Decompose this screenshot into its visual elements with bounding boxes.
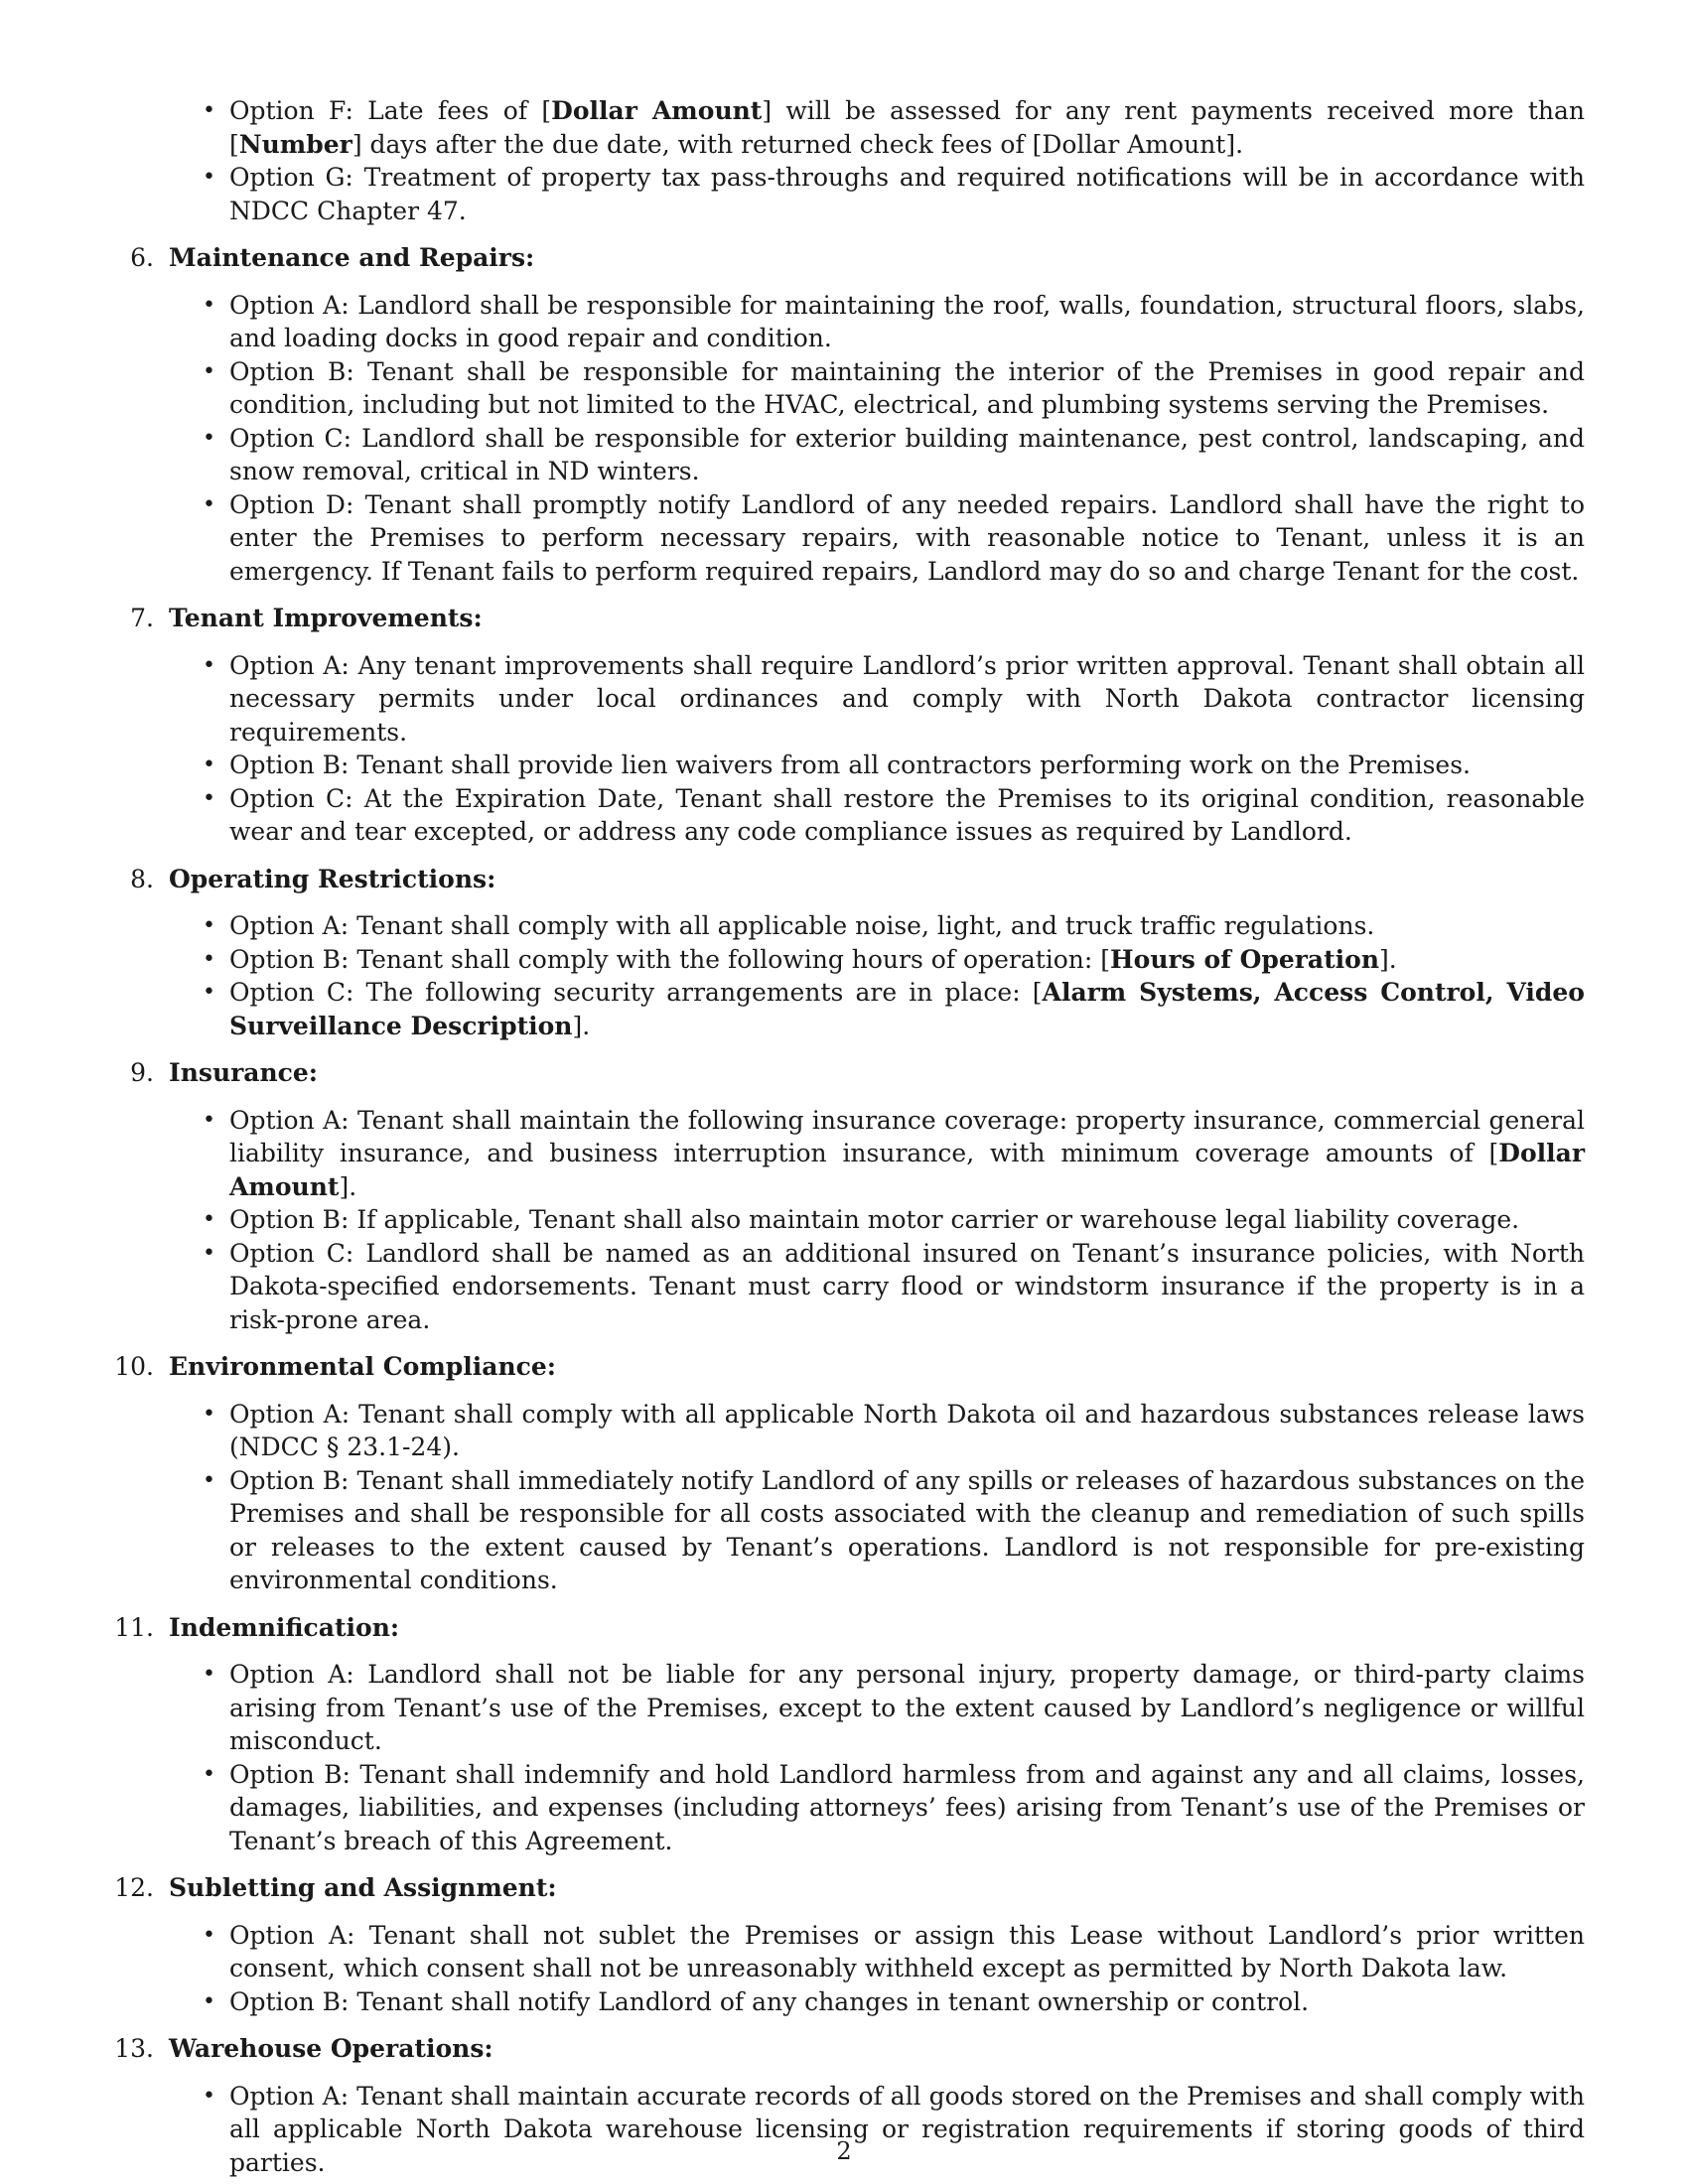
option-text: Option A: Tenant shall comply with all applicable noise, light, and truck traffic regulations. — [229, 911, 1375, 940]
bullet-icon: • — [203, 1988, 215, 2014]
lease-section — [0, 863, 1688, 1043]
section-options-list — [0, 909, 1688, 1042]
bullet-icon: • — [203, 913, 215, 938]
option-item — [0, 161, 1688, 227]
document-page — [0, 94, 1688, 2179]
option-item — [0, 1658, 1688, 1758]
option-text: Option A: Tenant shall maintain the following insurance coverage: property insurance, commercial general liability insurance, and business interruption insurance, with minimum coverage amounts of [ — [229, 1105, 1585, 1167]
section-number: 9. — [130, 1058, 154, 1087]
lease-section — [0, 241, 1688, 588]
option-item — [0, 94, 1688, 161]
section-title: Environmental Compliance: — [169, 1352, 556, 1381]
lease-section — [0, 602, 1688, 849]
bullet-icon: • — [203, 1240, 215, 1266]
option-text: Option B: Tenant shall notify Landlord of any changes in tenant ownership or control. — [229, 1986, 1310, 2016]
page-number: 2 — [836, 2137, 852, 2165]
option-text: Option B: Tenant shall comply with the following hours of operation: [ — [229, 944, 1111, 974]
bullet-icon: • — [203, 425, 215, 451]
bullet-icon: • — [203, 165, 215, 190]
section-options-list — [0, 1658, 1688, 1857]
option-item — [0, 649, 1688, 750]
bullet-icon: • — [203, 2083, 215, 2109]
section-options-list — [0, 1104, 1688, 1337]
option-item — [0, 976, 1688, 1042]
option-text: Option B: If applicable, Tenant shall also maintain motor carrier or warehouse legal liability coverage. — [229, 1205, 1520, 1234]
option-item — [0, 355, 1688, 422]
option-item — [0, 422, 1688, 488]
bullet-icon: • — [203, 491, 215, 517]
bullet-icon: • — [203, 1467, 215, 1493]
option-text: Option B: Tenant shall be responsible for maintaining the interior of the Premises in good repair and condition, including but not limited to the HVAC, electrical, and plumbing systems serving the Premises. — [229, 356, 1585, 419]
option-item — [0, 1203, 1688, 1237]
option-item — [0, 1398, 1688, 1464]
lease-section — [0, 1871, 1688, 2018]
option-item — [0, 1464, 1688, 1597]
bullet-icon: • — [203, 1922, 215, 1948]
bullet-icon: • — [203, 1662, 215, 1687]
section-options-list — [0, 1919, 1688, 2019]
option-text: Option C: At the Expiration Date, Tenant shall restore the Premises to its original condition, reasonable wear and tear excepted, or address any code compliance issues as required by Landlord. — [229, 783, 1585, 846]
section-title: Warehouse Operations: — [169, 2034, 493, 2063]
bullet-icon: • — [203, 946, 215, 972]
section-options-list — [0, 289, 1688, 589]
option-item — [0, 488, 1688, 589]
placeholder-field: Dollar Amount — [229, 1139, 1585, 1201]
option-text: Option B: Tenant shall indemnify and hold Landlord harmless from and against any and all claims, losses, damages, liabilities, and expenses (including attorneys’ fees) arising from Tenant’s use of the Premises or Tenant’s breach of this Agreement. — [229, 1759, 1585, 1855]
placeholder-field: Dollar Amount — [551, 96, 763, 125]
section-number: 8. — [130, 864, 154, 893]
bullet-icon: • — [203, 1761, 215, 1787]
section-title: Operating Restrictions: — [169, 864, 496, 893]
option-text: Option A: Tenant shall maintain accurate records of all goods stored on the Premises and shall comply with all applicable North Dakota warehouse licensing or registration requirements if storing goods of third parties. — [229, 2081, 1585, 2177]
option-text: Option D: Tenant shall promptly notify Landlord of any needed repairs. Landlord shall have the right to enter the Premises to perform necessary repairs, with reasonable notice to Tenant, unless it is an emergency. If Tenant fails to perform required repairs, Landlord may do so and charge Tenant for the cost. — [229, 489, 1585, 586]
bullet-icon: • — [203, 358, 215, 384]
option-text: Option A: Landlord shall not be liable for any personal injury, property damage, or third-party claims arising from Tenant’s use of the Premises, except to the extent caused by Landlord’s negligence or willful misconduct. — [229, 1660, 1585, 1755]
section-number: 11. — [114, 1612, 154, 1642]
bullet-icon: • — [203, 98, 215, 123]
section-options-list — [0, 1398, 1688, 1597]
section-title: Subletting and Assignment: — [169, 1873, 557, 1902]
bullet-icon: • — [203, 980, 215, 1005]
section-heading — [0, 1350, 1688, 1384]
option-item — [0, 943, 1688, 977]
option-text: Option F: Late fees of [ — [229, 96, 552, 125]
section-number: 10. — [114, 1352, 154, 1381]
bullet-icon: • — [203, 752, 215, 777]
section-number: 6. — [130, 243, 154, 272]
placeholder-field: Hours of Operation — [1110, 944, 1380, 974]
option-item — [0, 909, 1688, 943]
section-heading — [0, 1611, 1688, 1645]
section-heading — [0, 241, 1688, 275]
placeholder-field: Alarm Systems, Access Control, Video Surveillance Description — [229, 978, 1585, 1040]
option-item — [0, 749, 1688, 782]
option-item — [0, 1758, 1688, 1858]
section-title: Tenant Improvements: — [169, 604, 483, 632]
lease-section — [0, 1611, 1688, 1858]
option-text: ]. — [339, 1171, 357, 1201]
option-text: Option B: Tenant shall immediately notify Landlord of any spills or releases of hazardous substances on the Premises and shall be responsible for all costs associated with the cleanup and remediation of such spills or releases to the extent caused by Tenant’s operations. Landlord is not responsible for pre-existing environmental conditions. — [229, 1465, 1585, 1594]
section-heading — [0, 602, 1688, 635]
option-text: Option C: The following security arrangements are in place: [ — [229, 978, 1043, 1007]
option-text: Option B: Tenant shall provide lien waivers from all contractors performing work on the Premises. — [229, 751, 1471, 779]
option-item — [0, 1104, 1688, 1204]
option-text: ]. — [572, 1011, 591, 1040]
bullet-icon: • — [203, 1401, 215, 1427]
option-item — [0, 1919, 1688, 1985]
section-number: 7. — [130, 604, 154, 632]
option-text: Option A: Any tenant improvements shall require Landlord’s prior written approval. Tenant shall obtain all necessary permits under local ordinances and comply with North Dakota contractor licensing requirements. — [229, 650, 1585, 747]
option-text: Option A: Tenant shall comply with all applicable North Dakota oil and hazardous substances release laws (NDCC § 23.1-24). — [229, 1399, 1585, 1461]
bullet-icon: • — [203, 652, 215, 678]
option-text: Option A: Tenant shall not sublet the Premises or assign this Lease without Landlord’s prior written consent, which consent shall not be unreasonably withheld except as permitted by North Dakota law. — [229, 1920, 1585, 1982]
bullet-icon: • — [203, 1107, 215, 1133]
bullet-icon: • — [203, 785, 215, 811]
section-heading — [0, 1871, 1688, 1905]
lease-section — [0, 1350, 1688, 1597]
section-title: Indemnification: — [169, 1612, 400, 1642]
bullet-icon: • — [203, 1207, 215, 1232]
section-options-list — [0, 649, 1688, 849]
option-text: Option C: Landlord shall be responsible for exterior building maintenance, pest control, landscaping, and snow removal, critical in ND winters. — [229, 423, 1585, 485]
option-text: ]. — [1379, 944, 1397, 974]
continued-options-list — [0, 94, 1688, 227]
placeholder-field: Number — [238, 129, 352, 159]
section-heading — [0, 863, 1688, 896]
option-item — [0, 289, 1688, 355]
option-item — [0, 782, 1688, 849]
option-item — [0, 1237, 1688, 1337]
lease-section — [0, 1056, 1688, 1336]
section-title: Insurance: — [169, 1058, 319, 1087]
option-text: ] will be assessed for any rent payments received more than [ — [229, 96, 1585, 159]
section-number: 12. — [114, 1873, 154, 1902]
section-heading — [0, 2032, 1688, 2066]
section-heading — [0, 1056, 1688, 1090]
section-number: 13. — [114, 2034, 154, 2063]
option-item — [0, 1985, 1688, 2019]
option-text: Option A: Landlord shall be responsible for maintaining the roof, walls, foundation, structural floors, slabs, and loading docks in good repair and condition. — [229, 290, 1585, 352]
bullet-icon: • — [203, 292, 215, 318]
lease-sections-list — [0, 241, 1688, 2179]
option-text: Option G: Treatment of property tax pass-throughs and required notifications will be in accordance with NDCC Chapter 47. — [229, 163, 1585, 225]
option-text: Option C: Landlord shall be named as an additional insured on Tenant’s insurance policies, with North Dakota-specified endorsements. Tenant must carry flood or windstorm insurance if the property is in a risk-prone area. — [229, 1238, 1585, 1334]
section-title: Maintenance and Repairs: — [169, 243, 535, 272]
option-text: ] days after the due date, with returned check fees of [Dollar Amount]. — [352, 129, 1244, 159]
